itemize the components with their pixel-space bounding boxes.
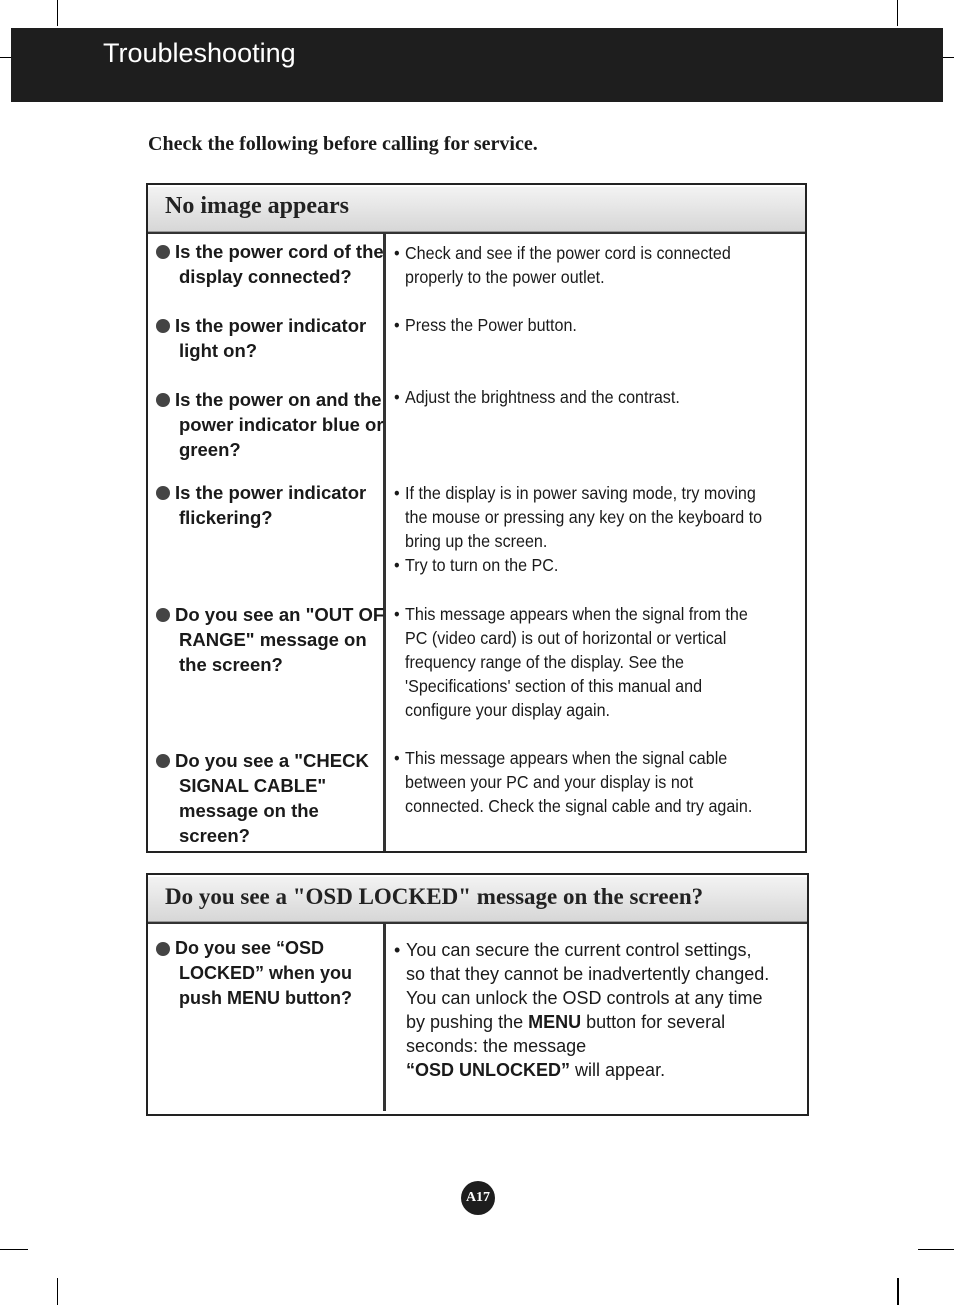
answer-line: • Adjust the brightness and the contrast. (405, 387, 680, 407)
page-subtitle: Check the following before calling for service. (148, 133, 538, 155)
question-line: display connected? (179, 266, 352, 287)
page-title: Troubleshooting (103, 38, 296, 68)
section-title: No image appears (165, 193, 349, 219)
question-line: SIGNAL CABLE" (179, 775, 327, 796)
answer-line: properly to the power outlet. (405, 267, 605, 287)
question-check-signal-cable (156, 748, 386, 848)
answer-power-indicator (394, 313, 577, 337)
question-power-on (156, 387, 386, 462)
bullet-dot-icon (156, 608, 170, 622)
question-osd-locked (156, 936, 386, 1011)
crop-mark (897, 1278, 899, 1305)
question-line: RANGE" message on (179, 629, 367, 650)
answer-line: • You can secure the current control settings, (406, 940, 752, 960)
answer-line: • Try to turn on the PC. (405, 555, 559, 575)
question-line: green? (179, 439, 241, 460)
question-out-of-range (156, 602, 386, 677)
question-line: flickering? (179, 507, 273, 528)
answer-line: so that they cannot be inadvertently changed. (406, 964, 770, 984)
question-line: the screen? (179, 654, 283, 675)
question-line: light on? (179, 340, 258, 361)
question-line: Is the power indicator (175, 482, 367, 503)
answer-line (406, 1058, 769, 1082)
question-line: Do you see a "CHECK (175, 750, 369, 771)
answer-power-cord (394, 241, 731, 289)
bullet-dot-icon (156, 319, 170, 333)
crop-mark (57, 0, 58, 26)
answer-line: • If the display is in power saving mode, try moving (405, 483, 756, 503)
answer-text: button for several (581, 1012, 726, 1032)
answer-line: connected. Check the signal cable and try again. (405, 796, 753, 816)
crop-mark (0, 57, 11, 58)
bullet-dot-icon (156, 393, 170, 407)
question-line: LOCKED” when you (179, 963, 353, 983)
question-line: Do you see “OSD (175, 938, 325, 958)
section-title: Do you see a "OSD LOCKED" message on the screen? (165, 884, 704, 909)
question-line: Is the power indicator (175, 315, 367, 336)
answer-check-signal-cable (394, 746, 752, 818)
page-number-badge: A17 (461, 1181, 495, 1215)
answer-line: configure your display again. (405, 700, 610, 720)
answer-text: will appear. (570, 1060, 666, 1080)
crop-mark (897, 0, 898, 26)
question-line: push MENU button? (179, 988, 352, 1008)
question-flickering (156, 480, 386, 530)
answer-power-on (394, 385, 680, 409)
bullet-dot-icon (156, 942, 170, 956)
question-line: Do you see an "OUT OF (175, 604, 385, 625)
crop-mark (57, 1278, 58, 1305)
question-power-cord (156, 239, 386, 289)
question-line: screen? (179, 825, 250, 846)
answer-text: by pushing the (406, 1012, 529, 1032)
question-line: power indicator blue or (179, 414, 384, 435)
section-header (148, 875, 807, 924)
bullet-dot-icon (156, 486, 170, 500)
question-line: message on the (179, 800, 319, 821)
answer-line: • Press the Power button. (405, 315, 577, 335)
answer-line: You can unlock the OSD controls at any time (406, 988, 763, 1008)
answer-line: between your PC and your display is not (405, 772, 694, 792)
answer-line: frequency range of the display. See the (405, 652, 685, 672)
osd-unlocked-keyword: “OSD UNLOCKED” (406, 1060, 571, 1080)
answer-line (406, 1010, 769, 1034)
section-header (148, 185, 805, 234)
answer-out-of-range (394, 602, 748, 722)
answer-line: seconds: the message (406, 1036, 587, 1056)
menu-keyword: MENU (528, 1012, 582, 1032)
question-line: Is the power cord of the (175, 241, 384, 262)
answer-line: 'Specifications' section of this manual and (405, 676, 703, 696)
bullet-dot-icon (156, 245, 170, 259)
answer-line: PC (video card) is out of horizontal or vertical (405, 628, 727, 648)
answer-line: • This message appears when the signal from the (405, 604, 748, 624)
question-line: Is the power on and the (175, 389, 382, 410)
answer-flickering (394, 481, 762, 577)
crop-mark (943, 57, 954, 58)
question-power-indicator (156, 313, 386, 363)
crop-mark (0, 1249, 28, 1250)
answer-line: • This message appears when the signal cable (405, 748, 728, 768)
answer-line: the mouse or pressing any key on the keyboard to (405, 507, 763, 527)
answer-osd-locked (394, 938, 769, 1082)
answer-line: • Check and see if the power cord is connected (405, 243, 731, 263)
bullet-dot-icon (156, 754, 170, 768)
crop-mark (918, 1249, 954, 1250)
answer-line: bring up the screen. (405, 531, 548, 551)
